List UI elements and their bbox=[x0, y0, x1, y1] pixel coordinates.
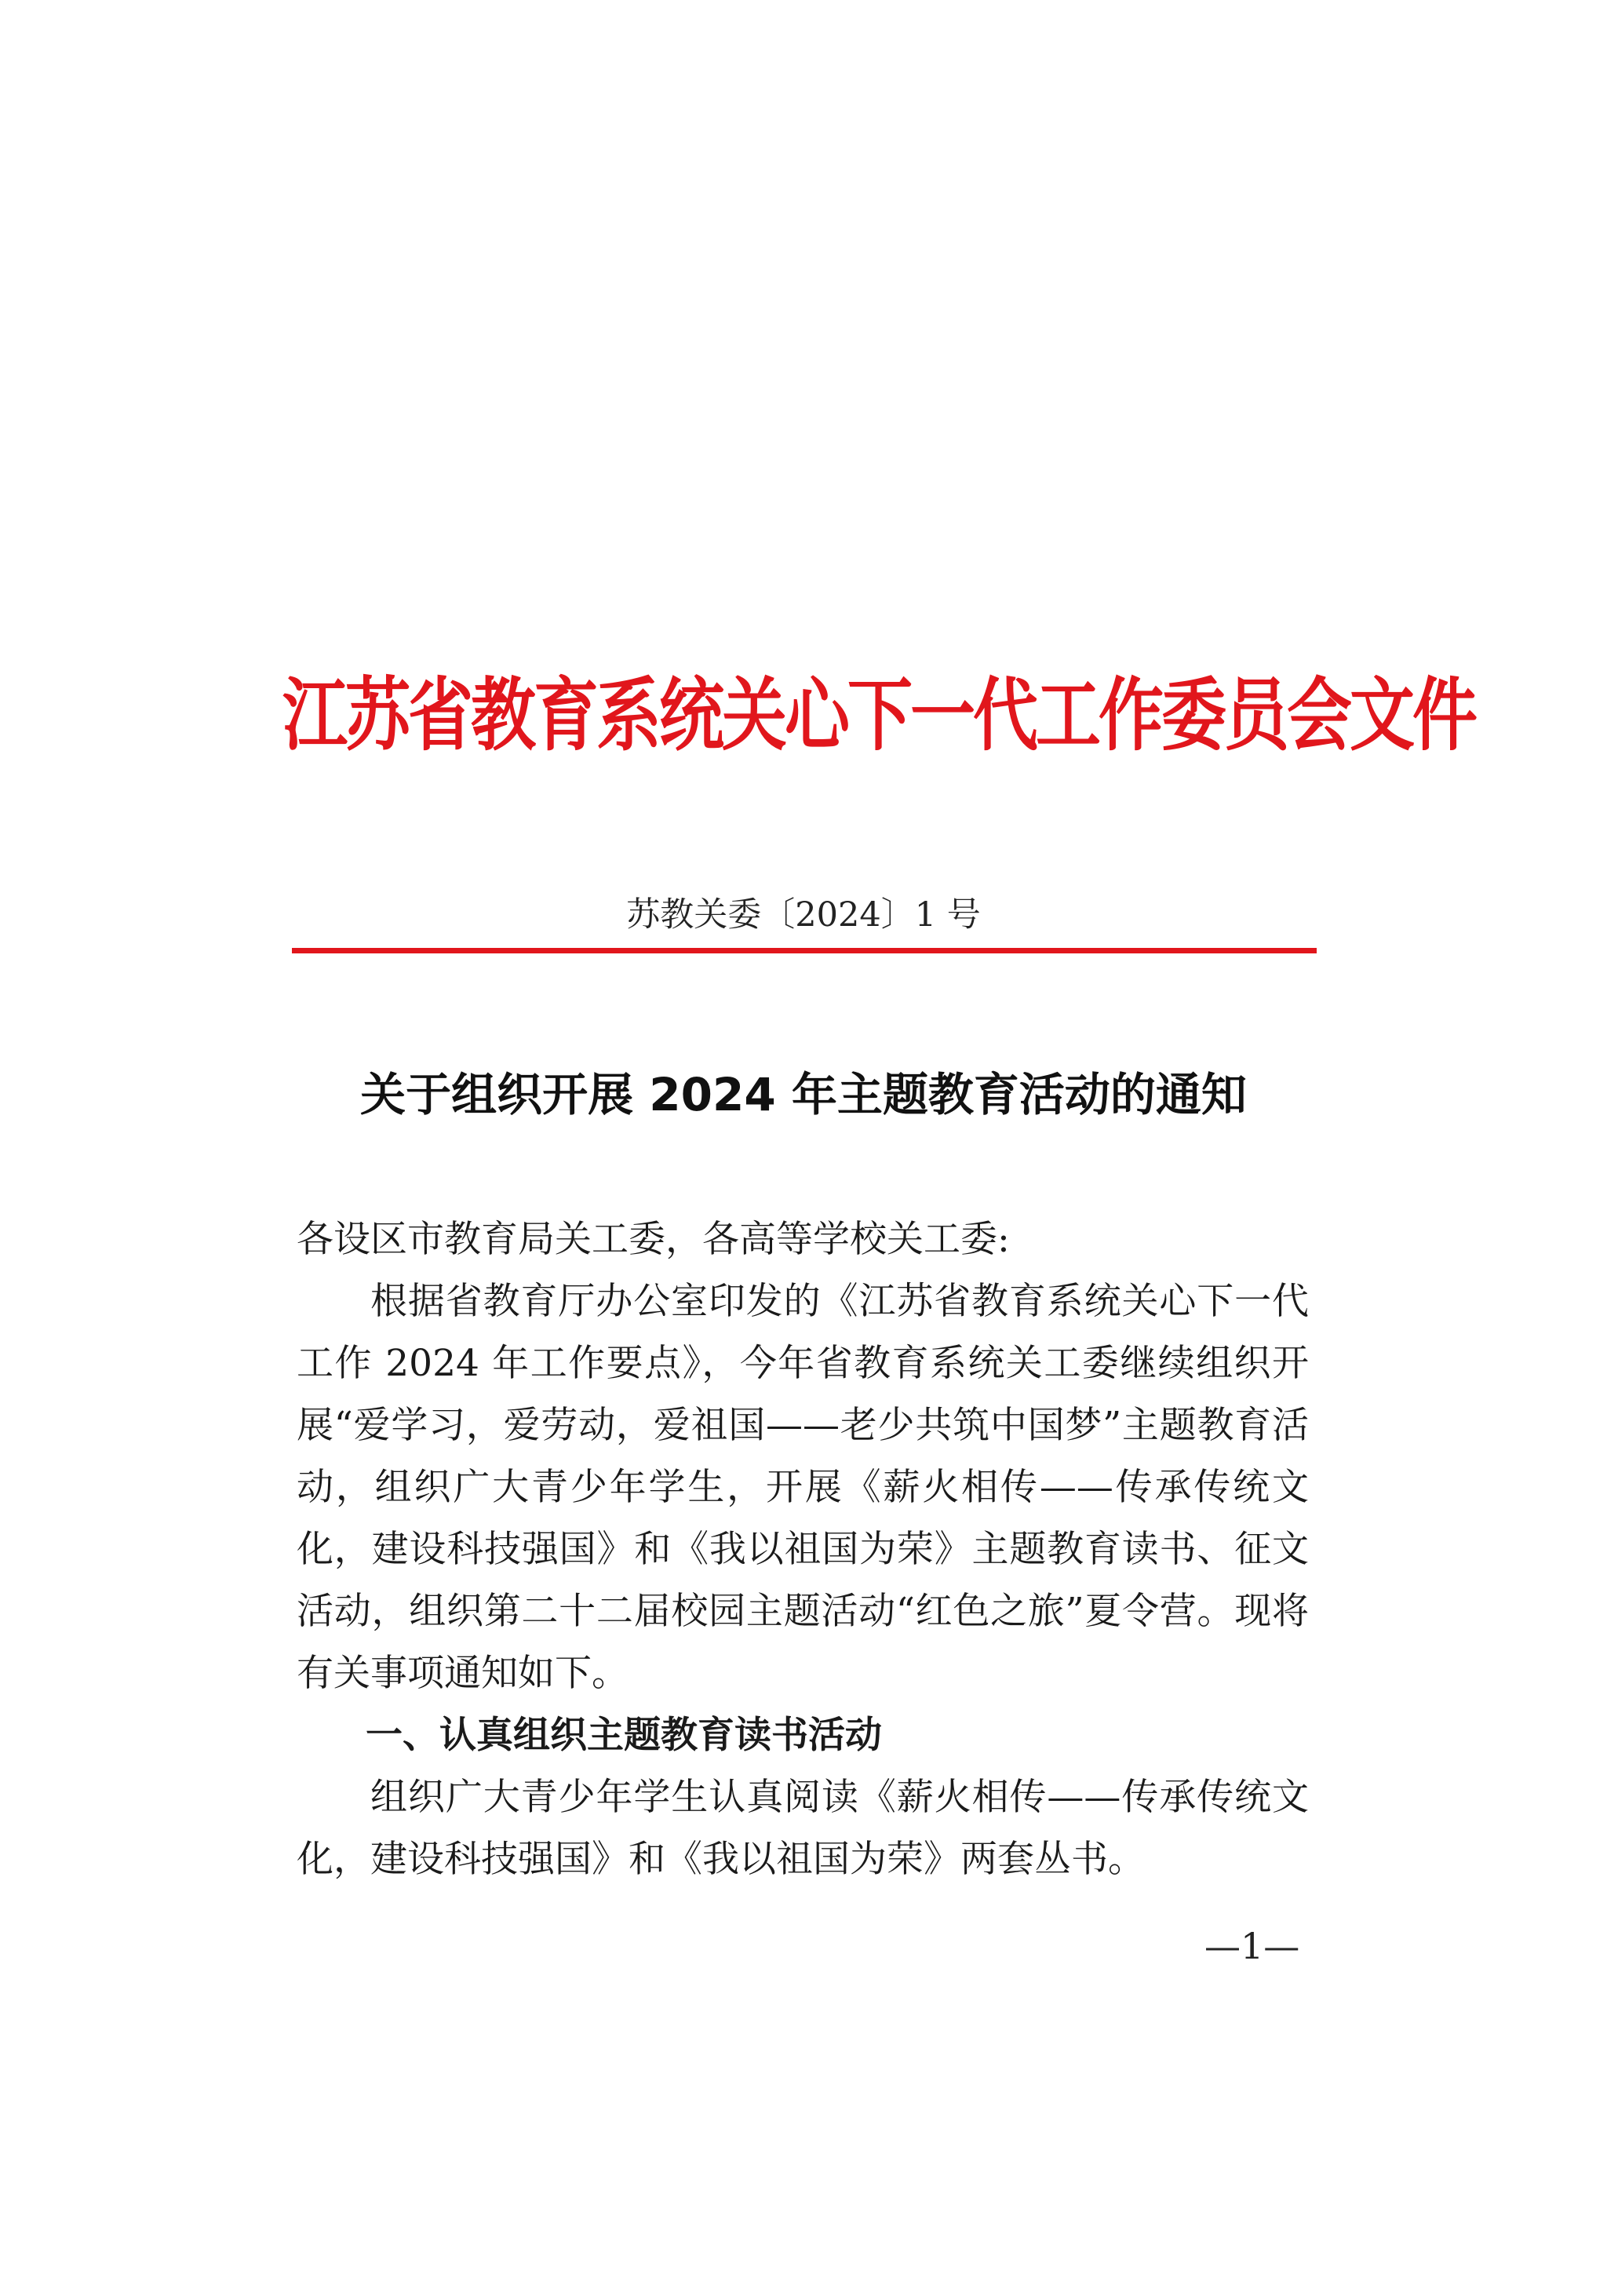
salutation: 各设区市教育局关工委，各高等学校关工委: bbox=[297, 1218, 1010, 1261]
red-divider-line bbox=[292, 948, 1317, 953]
document-number: 苏教关委〔2024〕1 号 bbox=[626, 895, 981, 935]
document-body bbox=[297, 1208, 1309, 1890]
body-paragraph: 根据省教育厅办公室印发的《江苏省教育系统关心下一代工作 2024 年工作要点》，今年省教育系统关工委继续组织开展“爱学习，爱劳动，爱祖国——老少共筑中国梦”主题教育活动，组织广大青少年学生，开展《薪火相传——传承传统文化，建设科技强国》和《我以祖国为荣》主题教育读书、征文活动，组织第二十二届校园主题活动“红色之旅”夏令营。现将有关事项通知如下。 bbox=[297, 1280, 1309, 1695]
page-number: —1— bbox=[1204, 1925, 1300, 1967]
section-heading: 一、认真组织主题教育读书活动 bbox=[366, 1714, 882, 1757]
notice-title: 关于组织开展 2024 年主题教育活动的通知 bbox=[360, 1068, 1247, 1121]
body-paragraph: 组织广大青少年学生认真阅读《薪火相传——传承传统文化，建设科技强国》和《我以祖国为荣》两套丛书。 bbox=[297, 1776, 1309, 1881]
document-header-title: 江苏省教育系统关心下一代工作委员会文件 bbox=[282, 669, 1475, 762]
